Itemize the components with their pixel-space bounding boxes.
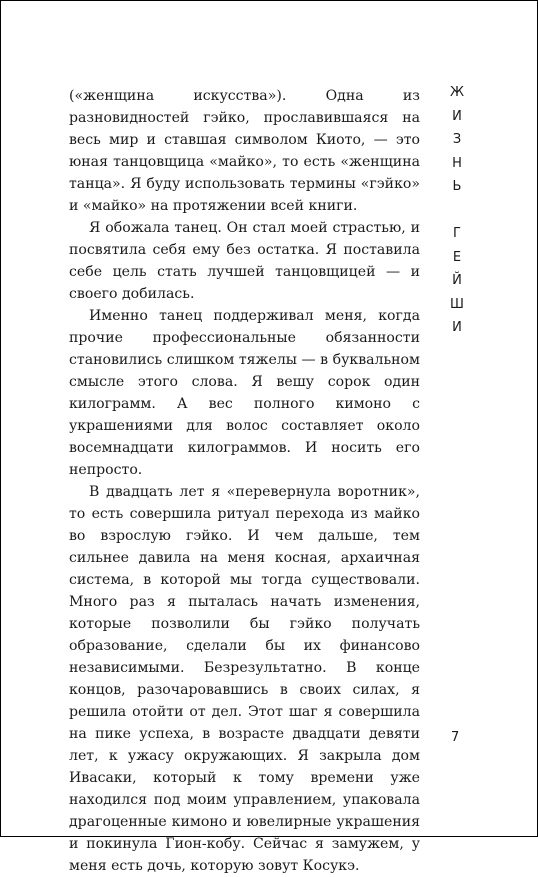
running-head-letter: Ж (450, 85, 465, 100)
running-head-letter: И (452, 320, 462, 335)
running-head-letter: Й (452, 273, 462, 288)
paragraph-3: Именно танец поддерживал меня, когда прочие профессиональные обязанности становились слишком тяжелы — в буквальном смысле этого слова. Я вешу сорок один килограмм. А вес полного кимоно с украшениями для волос составляет около восемнадцати килограммов. И носить его непросто. (69, 308, 420, 478)
running-head-letter: Ь (452, 179, 462, 194)
running-head (450, 81, 464, 340)
paragraph-4: В двадцать лет я «перевернула воротник», то есть совершила ритуал перехода из майко во взрослую гэйко. И чем дальше, тем сильнее давила на меня косная, архаичная система, в которой мы тогда существовали. Много раз я пыталась начать изменения, которые позволили бы гэйко получать образование, сделали бы их финансово независимыми. Безрезультатно. В конце концов, разочаровавшись в своих силах, я решила отойти от дел. Этот шаг я совершила на пике успеха, в возрасте двадцати девяти лет, к ужасу окружающих. Я закрыла дом Ивасаки, который к тому времени уже находился под моим управлением, упаковала драгоценные кимоно и ювелирные украшения и покинула Гион-кобу. Сейчас я замужем, у меня есть дочь, которую зовут Косукэ. (69, 484, 420, 874)
running-head-letter: Е (452, 249, 462, 265)
running-head-letter: И (452, 108, 462, 124)
paragraph-2: Я обожала танец. Он стал моей страстью, и посвятила себя ему без остатка. Я поставила себе цель стать лучшей танцовщицей — и своего добилась. (69, 220, 420, 302)
page-number: 7 (451, 730, 460, 745)
body-text (69, 85, 420, 877)
running-head-letter: Ш (450, 296, 464, 312)
paragraph-1: («женщина искусства»). Одна из разновидностей гэйко, прославившаяся на весь мир и ставшая символом Киото, — это юная танцовщица «майко», то есть «женщина танца». Я буду использовать термины «гэйко» и «майко» на протяжении всей книги. (69, 88, 420, 214)
running-head-letter: Г (453, 226, 461, 241)
running-head-letter: Н (452, 155, 462, 171)
running-head-letter: З (452, 132, 462, 147)
